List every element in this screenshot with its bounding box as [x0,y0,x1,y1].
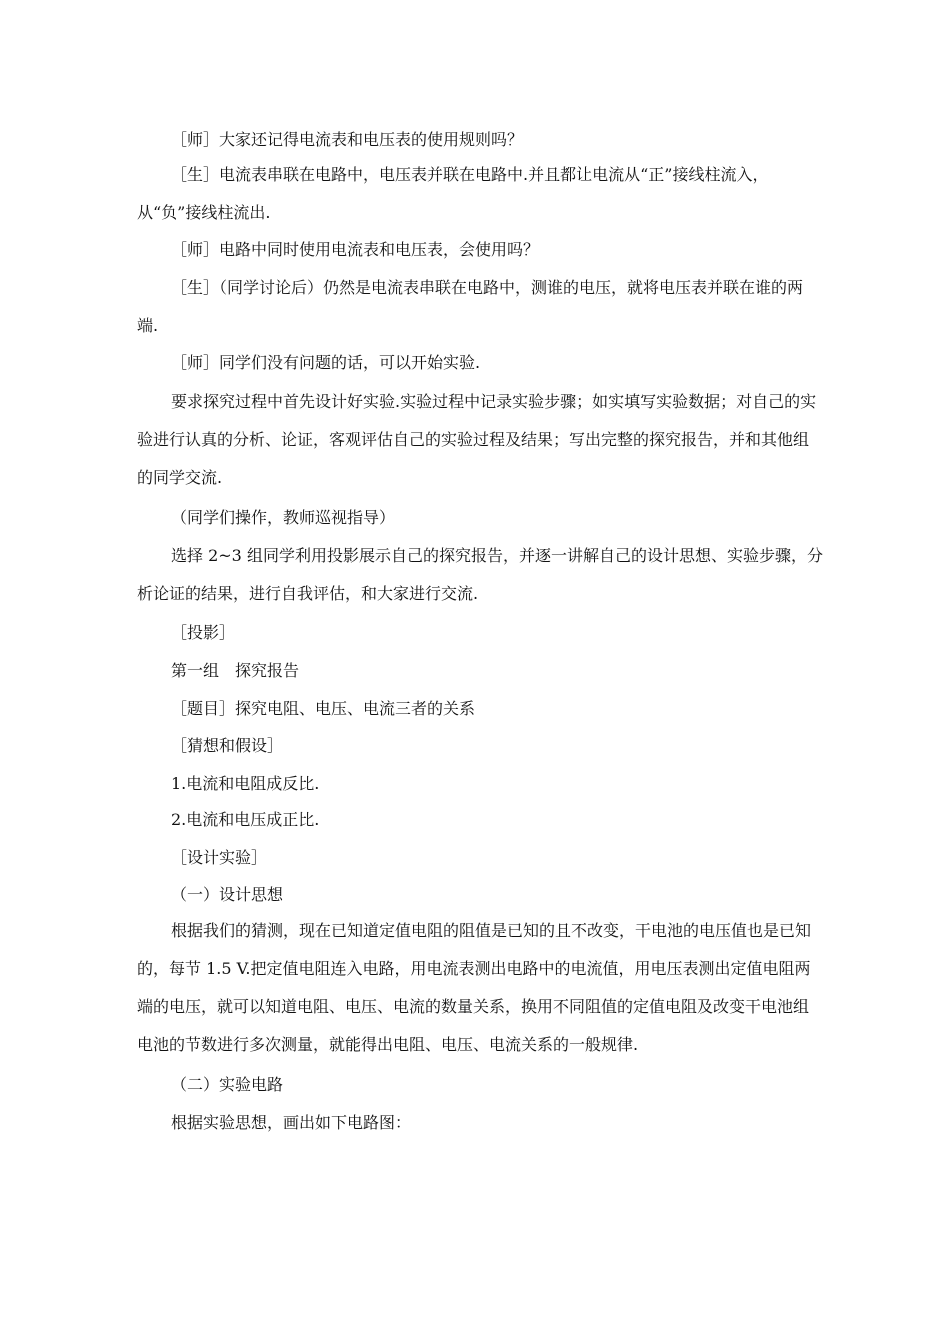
paragraph-student-answer-2: ［生］（同学讨论后）仍然是电流表串联在电路中，测谁的电压，就将电压表并联在谁的两端. [137,278,804,335]
paragraph-teacher-start: ［师］同学们没有问题的话，可以开始实验. [171,353,481,372]
paragraph-design-idea-heading: （一）设计思想 [171,885,284,904]
paragraph-hypothesis-2: 2.电流和电压成正比. [171,810,320,829]
paragraph-circuit-heading: （二）实验电路 [171,1075,284,1094]
paragraph-hypothesis-heading: ［猜想和假设］ [171,736,284,755]
paragraph-student-operation: （同学们操作，教师巡视指导） [171,508,396,527]
paragraph-teacher-question-1: ［师］大家还记得电流表和电压表的使用规则吗？ [171,130,524,149]
paragraph-design-idea-body: 根据我们的猜测，现在已知道定值电阻的阻值是已知的且不改变，干电池的电压值也是已知的，每节 1.5 V.把定值电阻连入电路，用电流表测出电路中的电流值，用电压表测出定值电阻两端的电压，就可以知道电阻、电压、电流的数量关系，换用不同阻值的定值电阻及改变干电池组电池的节数进行多次测量，就能得出电阻、电压、电流关系的一般规律. [137,921,812,1054]
paragraph-projection-intro: 选择 2~3 组同学利用投影展示自己的探究报告，并逐一讲解自己的设计思想、实验步骤，分析论证的结果，进行自我评估，和大家进行交流. [137,546,823,603]
paragraph-report-title: ［题目］探究电阻、电压、电流三者的关系 [171,699,476,718]
paragraph-requirements: 要求探究过程中首先设计好实验.实验过程中记录实验步骤；如实填写实验数据；对自己的实验进行认真的分析、论证，客观评估自己的实验过程及结果；写出完整的探究报告，并和其他组的同学交流. [137,392,817,487]
paragraph-student-answer-1: ［生］电流表串联在电路中，电压表并联在电路中.并且都让电流从“正”接线柱流入，从“负”接线柱流出. [137,165,769,222]
paragraph-circuit-intro: 根据实验思想，画出如下电路图： [171,1113,412,1132]
paragraph-design-heading: ［设计实验］ [171,848,268,867]
paragraph-hypothesis-1: 1.电流和电阻成反比. [171,774,320,793]
paragraph-group-one-report: 第一组 探究报告 [171,661,300,680]
paragraph-projection-label: ［投影］ [171,623,236,642]
paragraph-teacher-question-2: ［师］电路中同时使用电流表和电压表，会使用吗？ [171,240,540,259]
